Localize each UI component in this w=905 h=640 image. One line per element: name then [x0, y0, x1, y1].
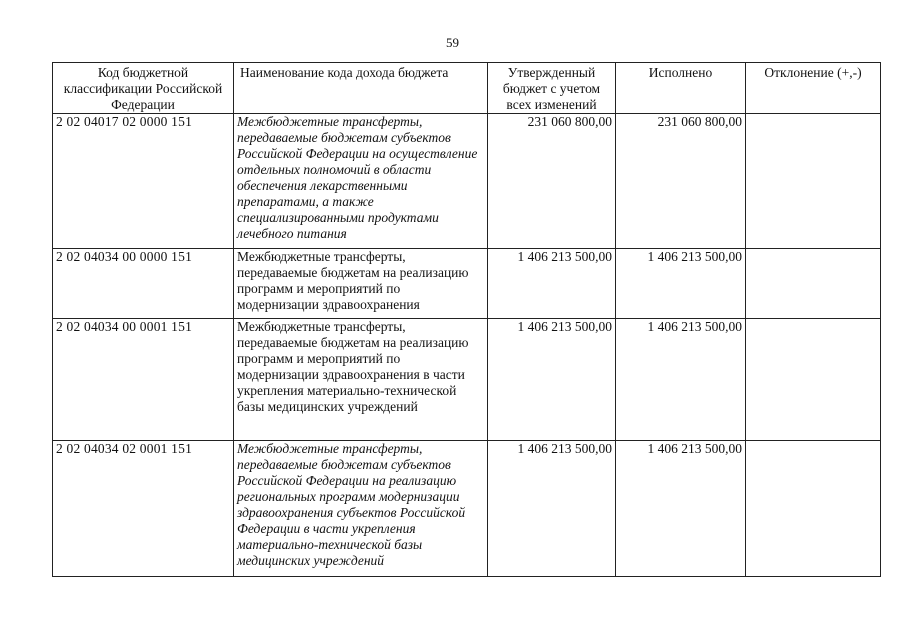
row-approved: 1 406 213 500,00	[488, 319, 616, 441]
row-executed: 1 406 213 500,00	[616, 441, 746, 577]
row-deviation	[746, 249, 881, 319]
row-executed: 1 406 213 500,00	[616, 319, 746, 441]
header-executed: Исполнено	[616, 63, 746, 114]
row-deviation	[746, 319, 881, 441]
row-executed: 1 406 213 500,00	[616, 249, 746, 319]
row-approved: 231 060 800,00	[488, 114, 616, 249]
row-name: Межбюджетные трансферты, передаваемые бюджетам субъектов Российской Федерации на реализацию региональных программ модернизации здравоохранения субъектов Российской Федерации в части укрепления материально-технической базы медицинских учреждений	[234, 441, 488, 577]
header-code: Код бюджетной классификации Российской Федерации	[53, 63, 234, 114]
row-code: 2 02 04034 02 0001 151	[53, 441, 234, 577]
row-approved: 1 406 213 500,00	[488, 249, 616, 319]
table-header-row	[53, 63, 881, 114]
row-name: Межбюджетные трансферты, передаваемые бюджетам на реализацию программ и мероприятий по модернизации здравоохранения в части укрепления материально-технической базы медицинских учреждений	[234, 319, 488, 441]
row-name: Межбюджетные трансферты, передаваемые бюджетам субъектов Российской Федерации на осуществление отдельных полномочий в области обеспечения лекарственными препаратами, а также специализированными продуктами лечебного питания	[234, 114, 488, 249]
budget-table	[52, 62, 881, 577]
row-deviation	[746, 441, 881, 577]
page-number: 59	[446, 35, 459, 50]
table-row	[53, 319, 881, 441]
table-row	[53, 441, 881, 577]
header-deviation: Отклонение (+,-)	[746, 63, 881, 114]
table-row	[53, 114, 881, 249]
header-name: Наименование кода дохода бюджета	[234, 63, 488, 114]
header-approved: Утвержденный бюджет с учетом всех изменений	[488, 63, 616, 114]
row-code: 2 02 04017 02 0000 151	[53, 114, 234, 249]
row-code: 2 02 04034 00 0000 151	[53, 249, 234, 319]
row-code: 2 02 04034 00 0001 151	[53, 319, 234, 441]
table-row	[53, 249, 881, 319]
row-approved: 1 406 213 500,00	[488, 441, 616, 577]
row-executed: 231 060 800,00	[616, 114, 746, 249]
row-deviation	[746, 114, 881, 249]
row-name: Межбюджетные трансферты, передаваемые бюджетам на реализацию программ и мероприятий по модернизации здравоохранения	[234, 249, 488, 319]
